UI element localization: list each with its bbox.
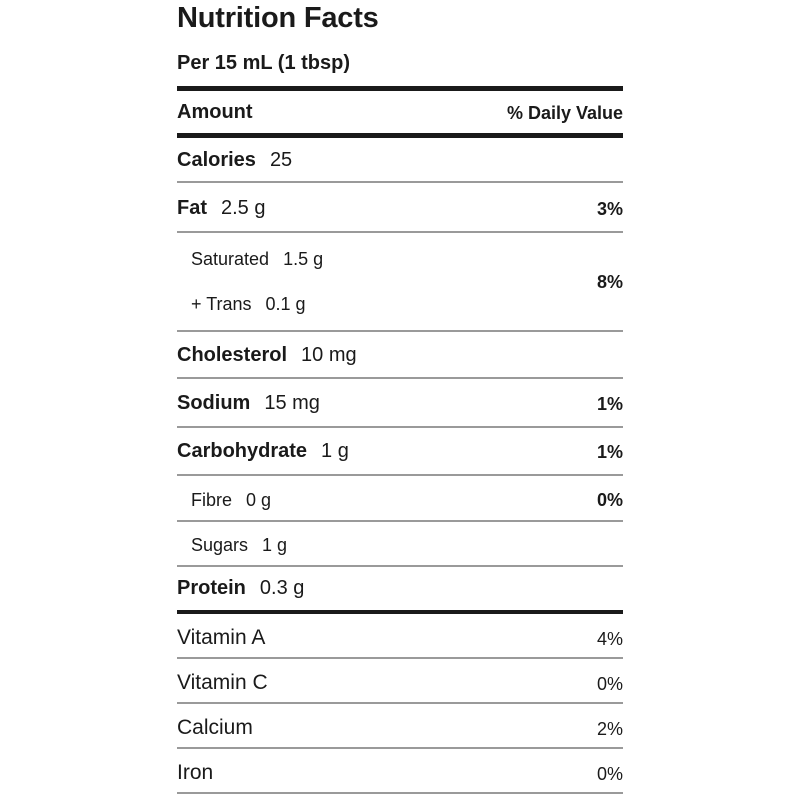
rule bbox=[177, 657, 623, 659]
daily-value-heading: % Daily Value bbox=[506, 103, 623, 123]
vitamin-dv: 2% bbox=[596, 719, 623, 739]
fat-value: 2.5 g bbox=[221, 197, 266, 219]
cholesterol-label: Cholesterol bbox=[177, 344, 288, 366]
calories-row bbox=[177, 149, 623, 172]
rule-thick-protein bbox=[177, 610, 623, 614]
protein-row bbox=[177, 577, 623, 600]
rule bbox=[177, 474, 623, 476]
calories-label: Calories bbox=[177, 149, 256, 171]
rule bbox=[177, 377, 623, 379]
fibre-label: Fibre bbox=[191, 490, 233, 510]
trans-value: 0.1 g bbox=[265, 294, 306, 314]
sodium-label: Sodium bbox=[177, 392, 251, 414]
fibre-row bbox=[191, 490, 623, 511]
carbohydrate-row bbox=[177, 440, 623, 463]
protein-value: 0.3 g bbox=[259, 577, 305, 599]
saturated-row bbox=[191, 249, 623, 270]
serving-size: Per 15 mL (1 tbsp) bbox=[177, 52, 351, 74]
rule bbox=[177, 792, 623, 794]
rule bbox=[177, 231, 623, 233]
vitamin-row bbox=[177, 626, 623, 650]
vitamin-dv: 0% bbox=[596, 674, 623, 694]
saturated-value: 1.5 g bbox=[283, 249, 324, 269]
carbohydrate-label: Carbohydrate bbox=[177, 440, 308, 462]
rule bbox=[177, 520, 623, 522]
vitamin-label: Calcium bbox=[177, 716, 253, 739]
protein-label: Protein bbox=[177, 577, 246, 599]
rule bbox=[177, 426, 623, 428]
fibre-value: 0 g bbox=[246, 490, 272, 510]
sodium-value: 15 mg bbox=[264, 392, 320, 414]
fat-row bbox=[177, 197, 623, 220]
cholesterol-value: 10 mg bbox=[301, 344, 357, 366]
vitamin-row bbox=[177, 761, 623, 785]
rule-thick-header bbox=[177, 133, 623, 138]
vitamin-label: Vitamin A bbox=[177, 626, 266, 649]
calories-value: 25 bbox=[269, 149, 293, 171]
vitamin-label: Iron bbox=[177, 761, 214, 784]
vitamin-label: Vitamin C bbox=[177, 671, 268, 694]
sugars-label: Sugars bbox=[191, 535, 249, 555]
sugars-row bbox=[191, 535, 623, 556]
vitamin-row bbox=[177, 671, 623, 695]
sodium-dv: 1% bbox=[596, 394, 623, 414]
rule bbox=[177, 330, 623, 332]
sugars-value: 1 g bbox=[262, 535, 288, 555]
rule bbox=[177, 747, 623, 749]
saturated-label: Saturated bbox=[191, 249, 270, 269]
vitamin-dv: 4% bbox=[596, 629, 623, 649]
fat-label: Fat bbox=[177, 197, 207, 219]
fat-dv: 3% bbox=[596, 199, 623, 219]
rule bbox=[177, 181, 623, 183]
trans-label: + Trans bbox=[191, 294, 252, 314]
header-row bbox=[177, 101, 623, 124]
carbohydrate-dv: 1% bbox=[596, 442, 623, 462]
label-title: Nutrition Facts bbox=[177, 2, 379, 34]
trans-row bbox=[191, 294, 623, 315]
fibre-dv: 0% bbox=[596, 490, 623, 510]
rule-thick-top bbox=[177, 86, 623, 91]
vitamin-dv: 0% bbox=[596, 764, 623, 784]
sodium-row bbox=[177, 392, 623, 415]
amount-heading: Amount bbox=[177, 101, 253, 123]
cholesterol-row bbox=[177, 344, 623, 367]
rule bbox=[177, 565, 623, 567]
saturated-trans-dv: 8% bbox=[596, 272, 623, 292]
vitamin-row bbox=[177, 716, 623, 740]
rule bbox=[177, 702, 623, 704]
carbohydrate-value: 1 g bbox=[321, 440, 349, 462]
